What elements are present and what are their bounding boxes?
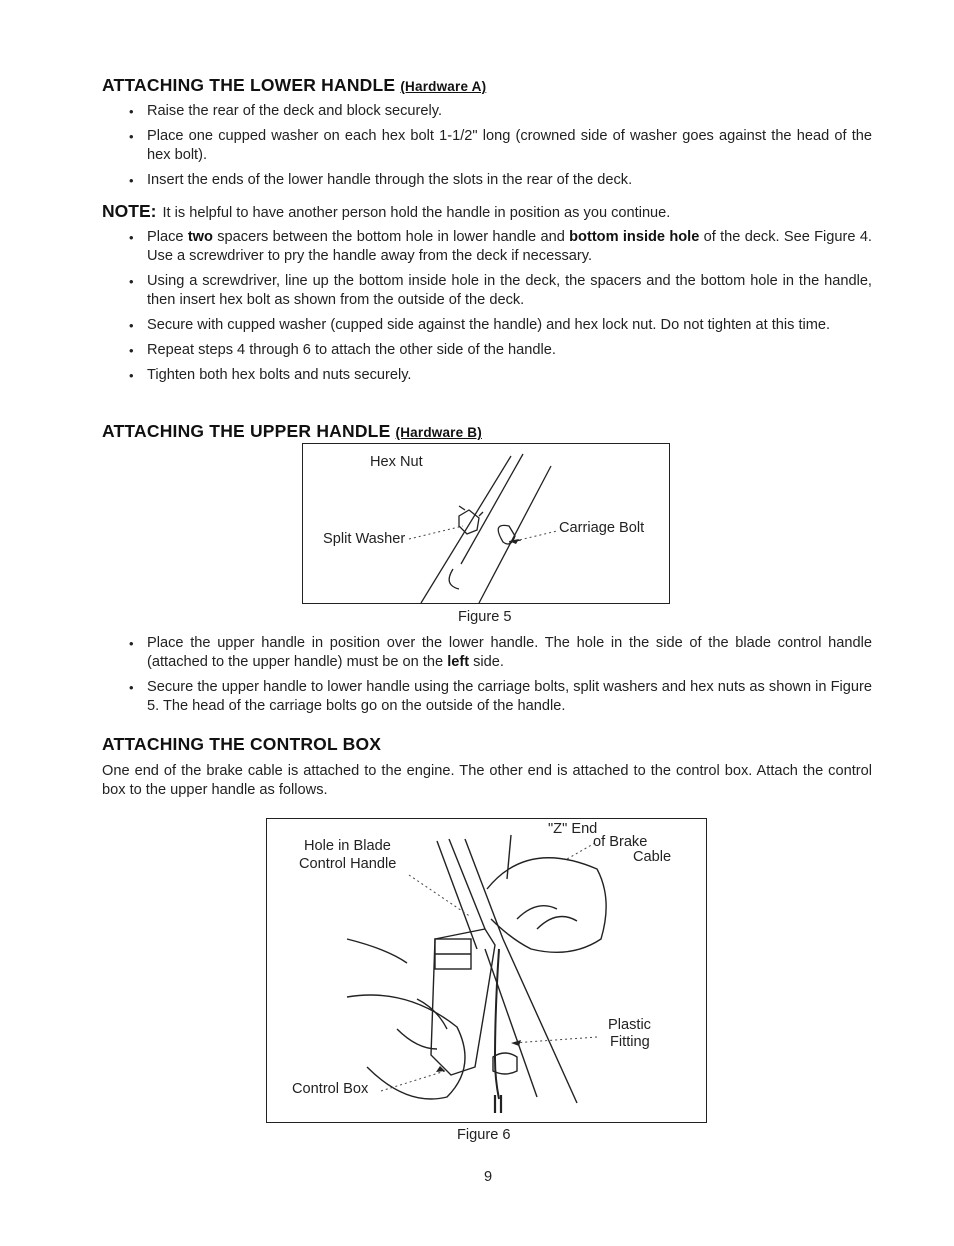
list-item: • Raise the rear of the deck and block securely. [102, 102, 872, 121]
figure-5-frame [302, 443, 670, 604]
label-z-end-line3: Cable [633, 849, 672, 865]
label-z-end-line2: of Brake [593, 834, 648, 850]
label-z-end-line1: "Z" End [548, 821, 598, 837]
lower-handle-steps-2 [102, 228, 872, 391]
heading-lower-handle-text: ATTACHING THE LOWER HANDLE [102, 75, 396, 95]
list-item: • Place one cupped washer on each hex bolt 1-1/2" long (crowned side of washer goes against the head of the hex bolt). [102, 127, 872, 165]
label-hex-nut: Hex Nut [370, 454, 423, 470]
control-box-paragraph: One end of the brake cable is attached to the engine. The other end is attached to the control box. Attach the control box to the upper handle as follows. [102, 763, 872, 798]
heading-lower-handle [102, 75, 486, 96]
list-item: • Repeat steps 4 through 6 to attach the other side of the handle. [102, 341, 872, 360]
heading-control-box-text: ATTACHING THE CONTROL BOX [102, 734, 382, 754]
list-item: • Tighten both hex bolts and nuts securely. [102, 366, 872, 385]
heading-control-box [102, 734, 381, 755]
figure-5-caption: Figure 5 [458, 609, 512, 625]
note-text: It is helpful to have another person hold the handle in position as you continue. [162, 205, 671, 221]
hardware-a-label: (Hardware A) [400, 79, 487, 94]
label-carriage-bolt: Carriage Bolt [559, 520, 645, 536]
list-item: • Place the upper handle in position over the lower handle. The hole in the side of the blade control handle (attached to the upper handle) must be on the left side. [102, 634, 872, 672]
list-item: • Place two spacers between the bottom hole in lower handle and bottom inside hole of the deck. See Figure 4. Use a screwdriver to pry the handle away from the deck if necessary. [102, 228, 872, 266]
note [102, 201, 670, 222]
hardware-b-label: (Hardware B) [395, 425, 482, 440]
upper-handle-steps [102, 634, 872, 722]
heading-upper-handle-text: ATTACHING THE UPPER HANDLE [102, 421, 391, 441]
list-item: • Secure the upper handle to lower handle using the carriage bolts, split washers and hex nuts as shown in Figure 5. The head of the carriage bolts go on the outside of the handle. [102, 678, 872, 716]
label-plastic-line1: Plastic [608, 1017, 651, 1033]
figure-6-frame [266, 818, 707, 1123]
list-item: • Using a screwdriver, line up the bottom inside hole in the deck, the spacers and the bottom hole in the handle, then insert hex bolt as shown from the outside of the deck. [102, 272, 872, 310]
note-label: NOTE: [102, 201, 157, 221]
list-item: • Insert the ends of the lower handle through the slots in the rear of the deck. [102, 171, 872, 190]
lower-handle-steps [102, 102, 872, 196]
label-plastic-line2: Fitting [610, 1034, 650, 1050]
list-item: • Secure with cupped washer (cupped side against the handle) and hex lock nut. Do not tighten at this time. [102, 316, 872, 335]
label-hole-blade-line1: Hole in Blade [304, 838, 391, 854]
heading-upper-handle [102, 421, 482, 442]
label-split-washer: Split Washer [323, 531, 406, 547]
label-hole-blade-line2: Control Handle [299, 856, 397, 872]
label-control-box: Control Box [292, 1081, 369, 1097]
figure-6-caption: Figure 6 [457, 1127, 511, 1143]
page-number: 9 [484, 1169, 493, 1185]
